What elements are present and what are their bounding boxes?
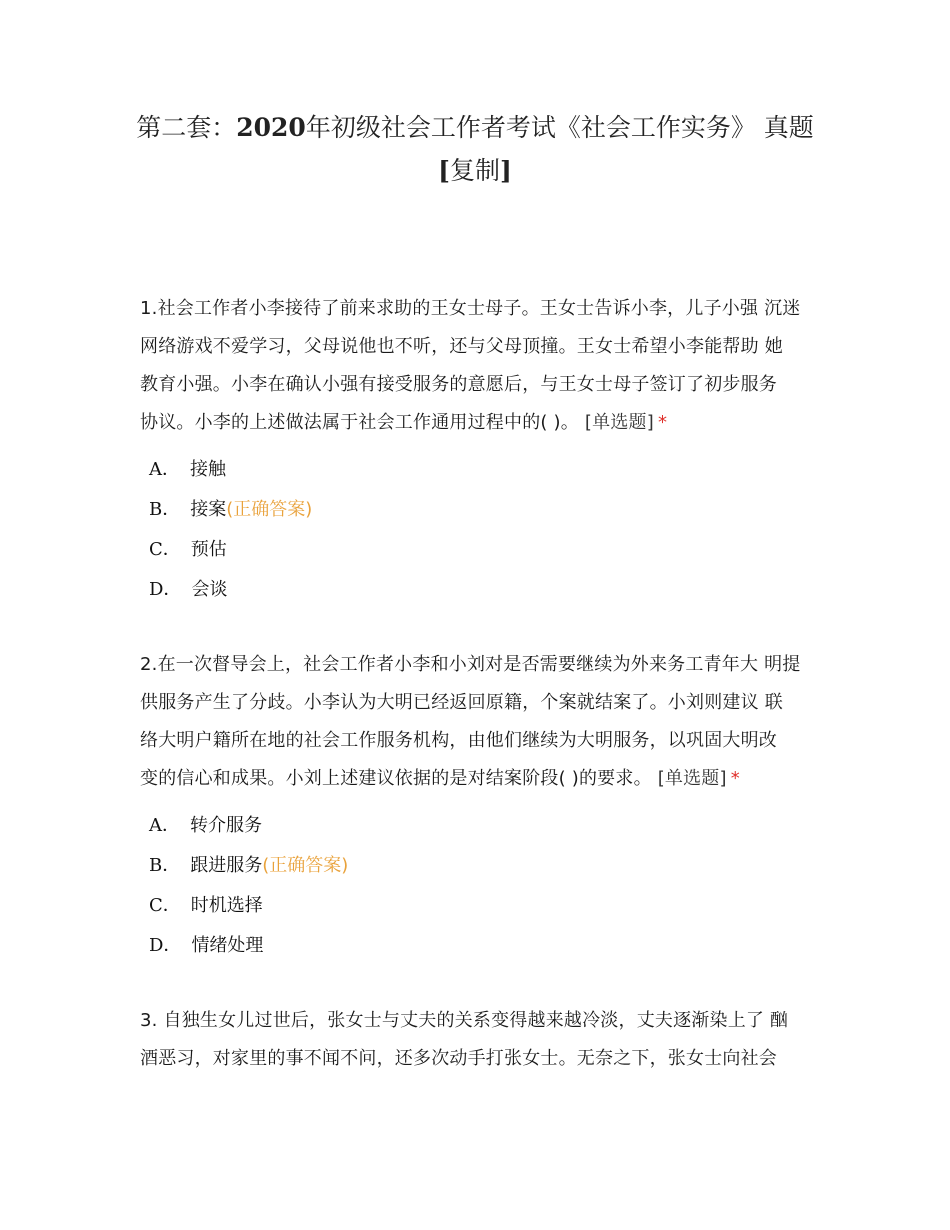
title-prefix: 第二套：: [136, 113, 237, 142]
option-text: 接触: [190, 459, 226, 480]
stem-line-text: 协议。小李的上述做法属于社会工作通用过程中的( )。: [140, 412, 579, 433]
option-letter: D．: [149, 579, 182, 600]
stem-line: 1.社会工作者小李接待了前来求助的王女士母子。王女士告诉小李，儿子小强 沉迷: [140, 298, 801, 319]
option-text: 时机选择: [190, 895, 263, 916]
correct-answer-label: (正确答案): [262, 855, 349, 876]
option-letter: B．: [149, 499, 181, 520]
stem-line: 供服务产生了分歧。小李认为大明已经返回原籍，个案就结案了。小刘则建议 联: [140, 692, 783, 713]
option-b[interactable]: [140, 490, 820, 530]
option-text: 接案: [190, 499, 227, 520]
stem-line: 教育小强。小李在确认小强有接受服务的意愿后，与王女士母子签订了初步服务: [140, 374, 777, 395]
option-a[interactable]: [140, 806, 820, 846]
option-letter: D．: [149, 935, 182, 956]
stem-line-text: 变的信心和成果。小刘上述建议依据的是对结案阶段( )的要求。: [140, 768, 652, 789]
question-1: [140, 290, 820, 610]
correct-answer-label: (正确答案): [226, 499, 313, 520]
option-letter: C．: [149, 895, 181, 916]
stem-line: 酒恶习，对家里的事不闻不问，还多次动手打张女士。无奈之下，张女士向社会: [140, 1048, 777, 1069]
option-text: 转介服务: [190, 815, 262, 836]
option-text: 跟进服务: [190, 855, 263, 876]
title-bracket-close: ]: [500, 156, 512, 185]
option-text: 预估: [190, 539, 227, 560]
stem-line: [140, 404, 820, 442]
copy-link[interactable]: 复制: [449, 156, 500, 185]
option-letter: A．: [149, 459, 180, 480]
question-type-label: [单选题]: [657, 768, 727, 789]
option-text: 情绪处理: [191, 935, 264, 956]
title-main: 年初级社会工作者考试《社会工作实务》 真题: [305, 113, 814, 142]
option-text: 会谈: [191, 579, 228, 600]
required-mark: *: [657, 412, 668, 433]
required-mark: *: [730, 768, 740, 789]
question-3: [140, 1002, 820, 1078]
page-title: [120, 106, 830, 192]
option-list: [140, 450, 820, 610]
option-letter: C．: [149, 539, 181, 560]
option-c[interactable]: [140, 886, 820, 926]
question-stem: [140, 1002, 820, 1078]
title-bracket-open: [: [438, 156, 450, 185]
option-d[interactable]: [140, 926, 820, 966]
stem-line: 络大明户籍所在地的社会工作服务机构，由他们继续为大明服务，以巩固大明改: [140, 730, 777, 751]
option-list: [140, 806, 820, 966]
option-letter: B．: [149, 855, 181, 876]
option-letter: A．: [149, 815, 180, 836]
question-2: [140, 646, 820, 966]
stem-line: [140, 760, 820, 798]
title-year: 2020: [236, 113, 306, 142]
option-c[interactable]: [140, 530, 820, 570]
question-stem: [140, 646, 820, 798]
stem-line: 2.在一次督导会上，社会工作者小李和小刘对是否需要继续为外来务工青年大 明提: [140, 654, 801, 675]
question-stem: [140, 290, 820, 442]
stem-line: 3. 自独生女儿过世后，张女士与丈夫的关系变得越来越冷淡，丈夫逐渐染上了 酗: [140, 1010, 789, 1031]
question-type-label: [单选题]: [584, 412, 654, 433]
option-b[interactable]: [140, 846, 820, 886]
stem-line: 网络游戏不爱学习，父母说他也不听，还与父母顶撞。王女士希望小李能帮助 她: [140, 336, 783, 357]
option-a[interactable]: [140, 450, 820, 490]
option-d[interactable]: [140, 570, 820, 610]
